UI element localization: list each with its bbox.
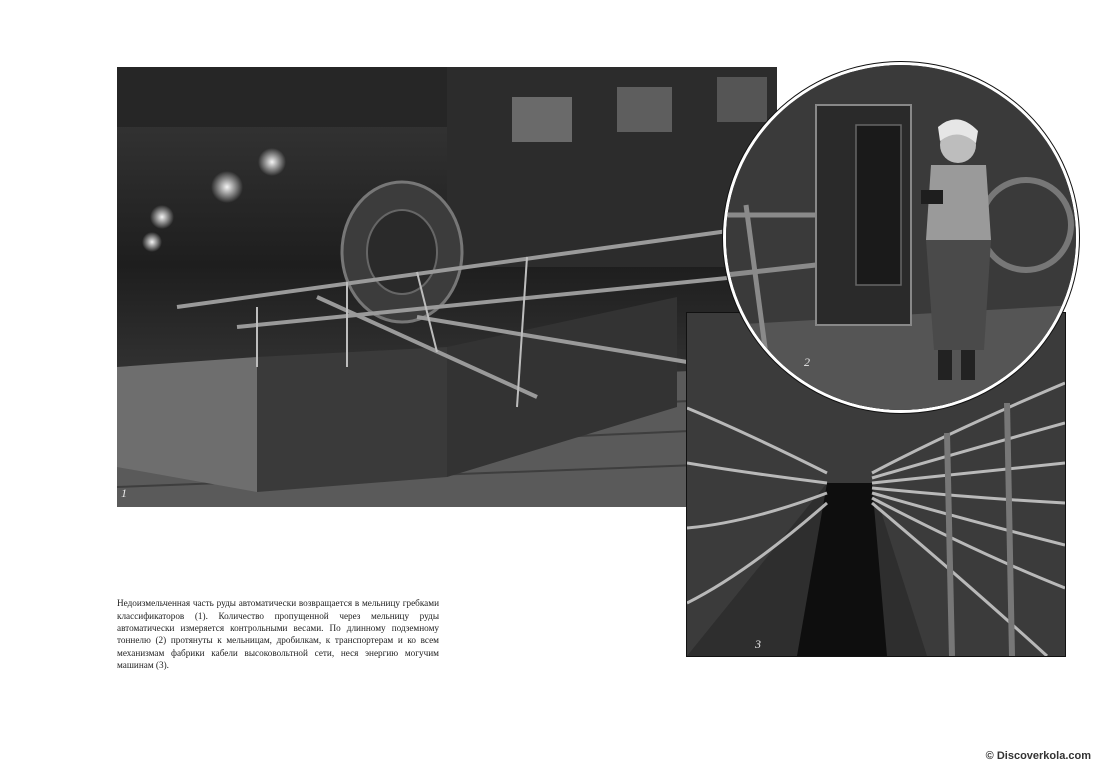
photo-number-2: 2 (804, 355, 810, 369)
mill-hall-illustration (117, 67, 777, 507)
photo-number-1: 1 (121, 486, 127, 500)
photo-mill-classifiers (117, 67, 777, 507)
photo-control-scales (723, 62, 1079, 413)
watermark: © Discoverkola.com (985, 750, 1091, 762)
photo-caption: Недоизмельченная часть руды автоматически возвращается в мельницу гребками классификаторов (1). Количество пропущенной через мельницу руды автоматически измеряется контрольными весами. По длинному подземному тоннелю (2) протянуты к мельницам, дробилкам, к транспортерам и ко всем механизмам фабрики кабели высоковольтной сети, неся энергию могучим машинам (3). (117, 598, 439, 671)
photo-number-3: 3 (755, 637, 761, 651)
control-scales-illustration (726, 65, 1076, 410)
